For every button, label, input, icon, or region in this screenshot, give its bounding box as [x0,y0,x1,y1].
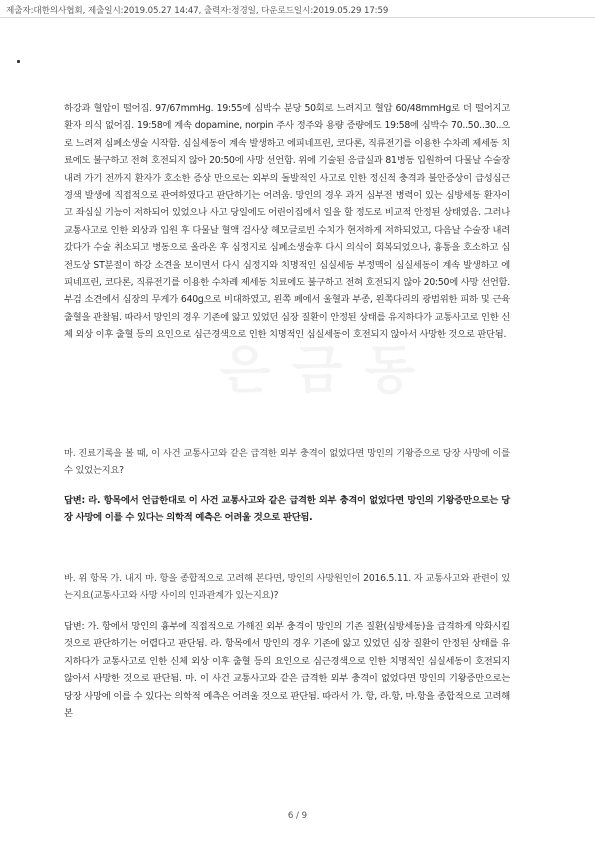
answer-ma [64,493,510,526]
main-paragraph-text: 하강과 혈압이 떨어짐. 97/67mmHg. 19:55에 심박수 분당 50회로 느려지고 혈압 60/48mmHg로 더 떨어지고 환자 의식 없어짐. 19:58에 계속 dopamine, norpin 주사 정주와 용량 증량에도 19:58에 심박수 70..50..30..으로 느려져 심폐소생술 시작함. 심실세동이 계속 발생하고 에피네프린, 코다론, 직류전기를 이용한 수차례 제세동 치료에도 불구하고 전혀 호전되지 않아 20:50에 사망 선언함. 위에 기술된 응급실과 81병동 입원하여 다물날 수술장 내려 가기 전까지 환자가 호소한 증상 만으로는 외부의 돌발적인 사고로 인한 정신적 충격과 불안증상이 급성심근경색 발생에 직접적으로 관여하였다고 판단하기는 어려움. 망인의 경우 과거 심부전 병력이 있는 심방세동 환자이고 좌심실 기능이 저하되어 있었으나 사고 당일에도 어린이집에서 일을 할 정도로 비교적 안정된 상태였음. 그러나 교통사고로 인한 외상과 입원 후 다물날 혈액 검사상 헤모글로빈 수치가 현저하게 저하되었고, 다음날 수술장 내려갔다가 수술 취소되고 병동으로 올라온 후 심정지로 심폐소생술후 다시 의식이 회복되었으나, 흉통을 호소하고 심전도상 ST분절이 하강 소견을 보이면서 다시 심정지와 치명적인 심실세동 부정맥이 심실세동이 계속 발생하고 에피네프린, 코다론, 직류전기를 이용한 수차례 제세동 치료에도 불구하고 전혀 호전되지 않아 20:50에 사망 선언함. 부검 소견에서 심장의 무게가 640g으로 비대하였고, 왼쪽 폐에서 울혈과 부종, 왼쪽다리의 광범위한 피하 및 근육출혈을 관찰됨. 따라서 망인의 경우 기존에 앓고 있었던 심장 질환이 안정된 상태를 유지하다가 교통사고로 인한 신체 외상 이후 출혈 등의 요인으로 심근경색으로 인한 치명적인 심실세동이 호전되지 않아서 사망한 것으로 판단됨. [64,103,510,341]
answer-ba-text: 답변: 가. 항에서 망인의 흉부에 직접적으로 가해진 외부 충격이 망인의 기존 질환(심방세동)을 급격하게 악화시킬 것으로 판단하기는 어렵다고 판단됨. 라. 항목에서 망인의 경우 기존에 앓고 있었던 심장 질환이 안정된 상태를 유지하다가 교통사고로 인한 신체 외상 이후 출혈 등의 요인으로 심근경색으로 인한 치명적인 심실세동이 호전되지 않아서 사망한 것으로 판단됨. 마. 이 사건 교통사고와 같은 급격한 외부 충격이 없었다면 망인의 기왕증만으로는 당장 사망에 이를 수 있다는 의학적 예측은 어려울 것으로 판단됨. 따라서 가. 항, 라.항, 마.항을 종합적으로 고려해 본 [64,621,510,720]
document-header: 제출자:대한의사협회, 제출일시:2019.05.27 14:47, 출력자:정경일, 다운로드일시:2019.05.29 17:59 [6,6,389,16]
header-divider [0,17,595,18]
answer-ba [64,618,510,722]
page-number: 6 / 9 [287,811,308,821]
main-paragraph [64,100,510,344]
scan-mark [17,60,20,63]
question-ma-text: 마. 진료기록을 볼 때, 이 사건 교통사고와 같은 급격한 외부 충격이 없었다면 망인의 기왕증으로 당장 사망에 이를 수 있었는지요? [64,448,510,476]
question-ba [64,571,510,604]
question-ma [64,446,510,479]
answer-ma-text: 답변: 라. 항목에서 언급한대로 이 사건 교통사고와 같은 급격한 외부 충격이 없었다면 망인의 기왕증만으로는 당장 사망에 이를 수 있다는 의학적 예측은 어려울 것으로 판단됨. [64,495,510,523]
question-ba-text: 바. 위 항목 가. 내지 마. 항을 종합적으로 고려해 본다면, 망인의 사망원인이 2016.5.11. 자 교통사고와 관련이 있는지요(교통사고와 사망 사이의 인과관계가 있는지요)? [64,573,510,601]
